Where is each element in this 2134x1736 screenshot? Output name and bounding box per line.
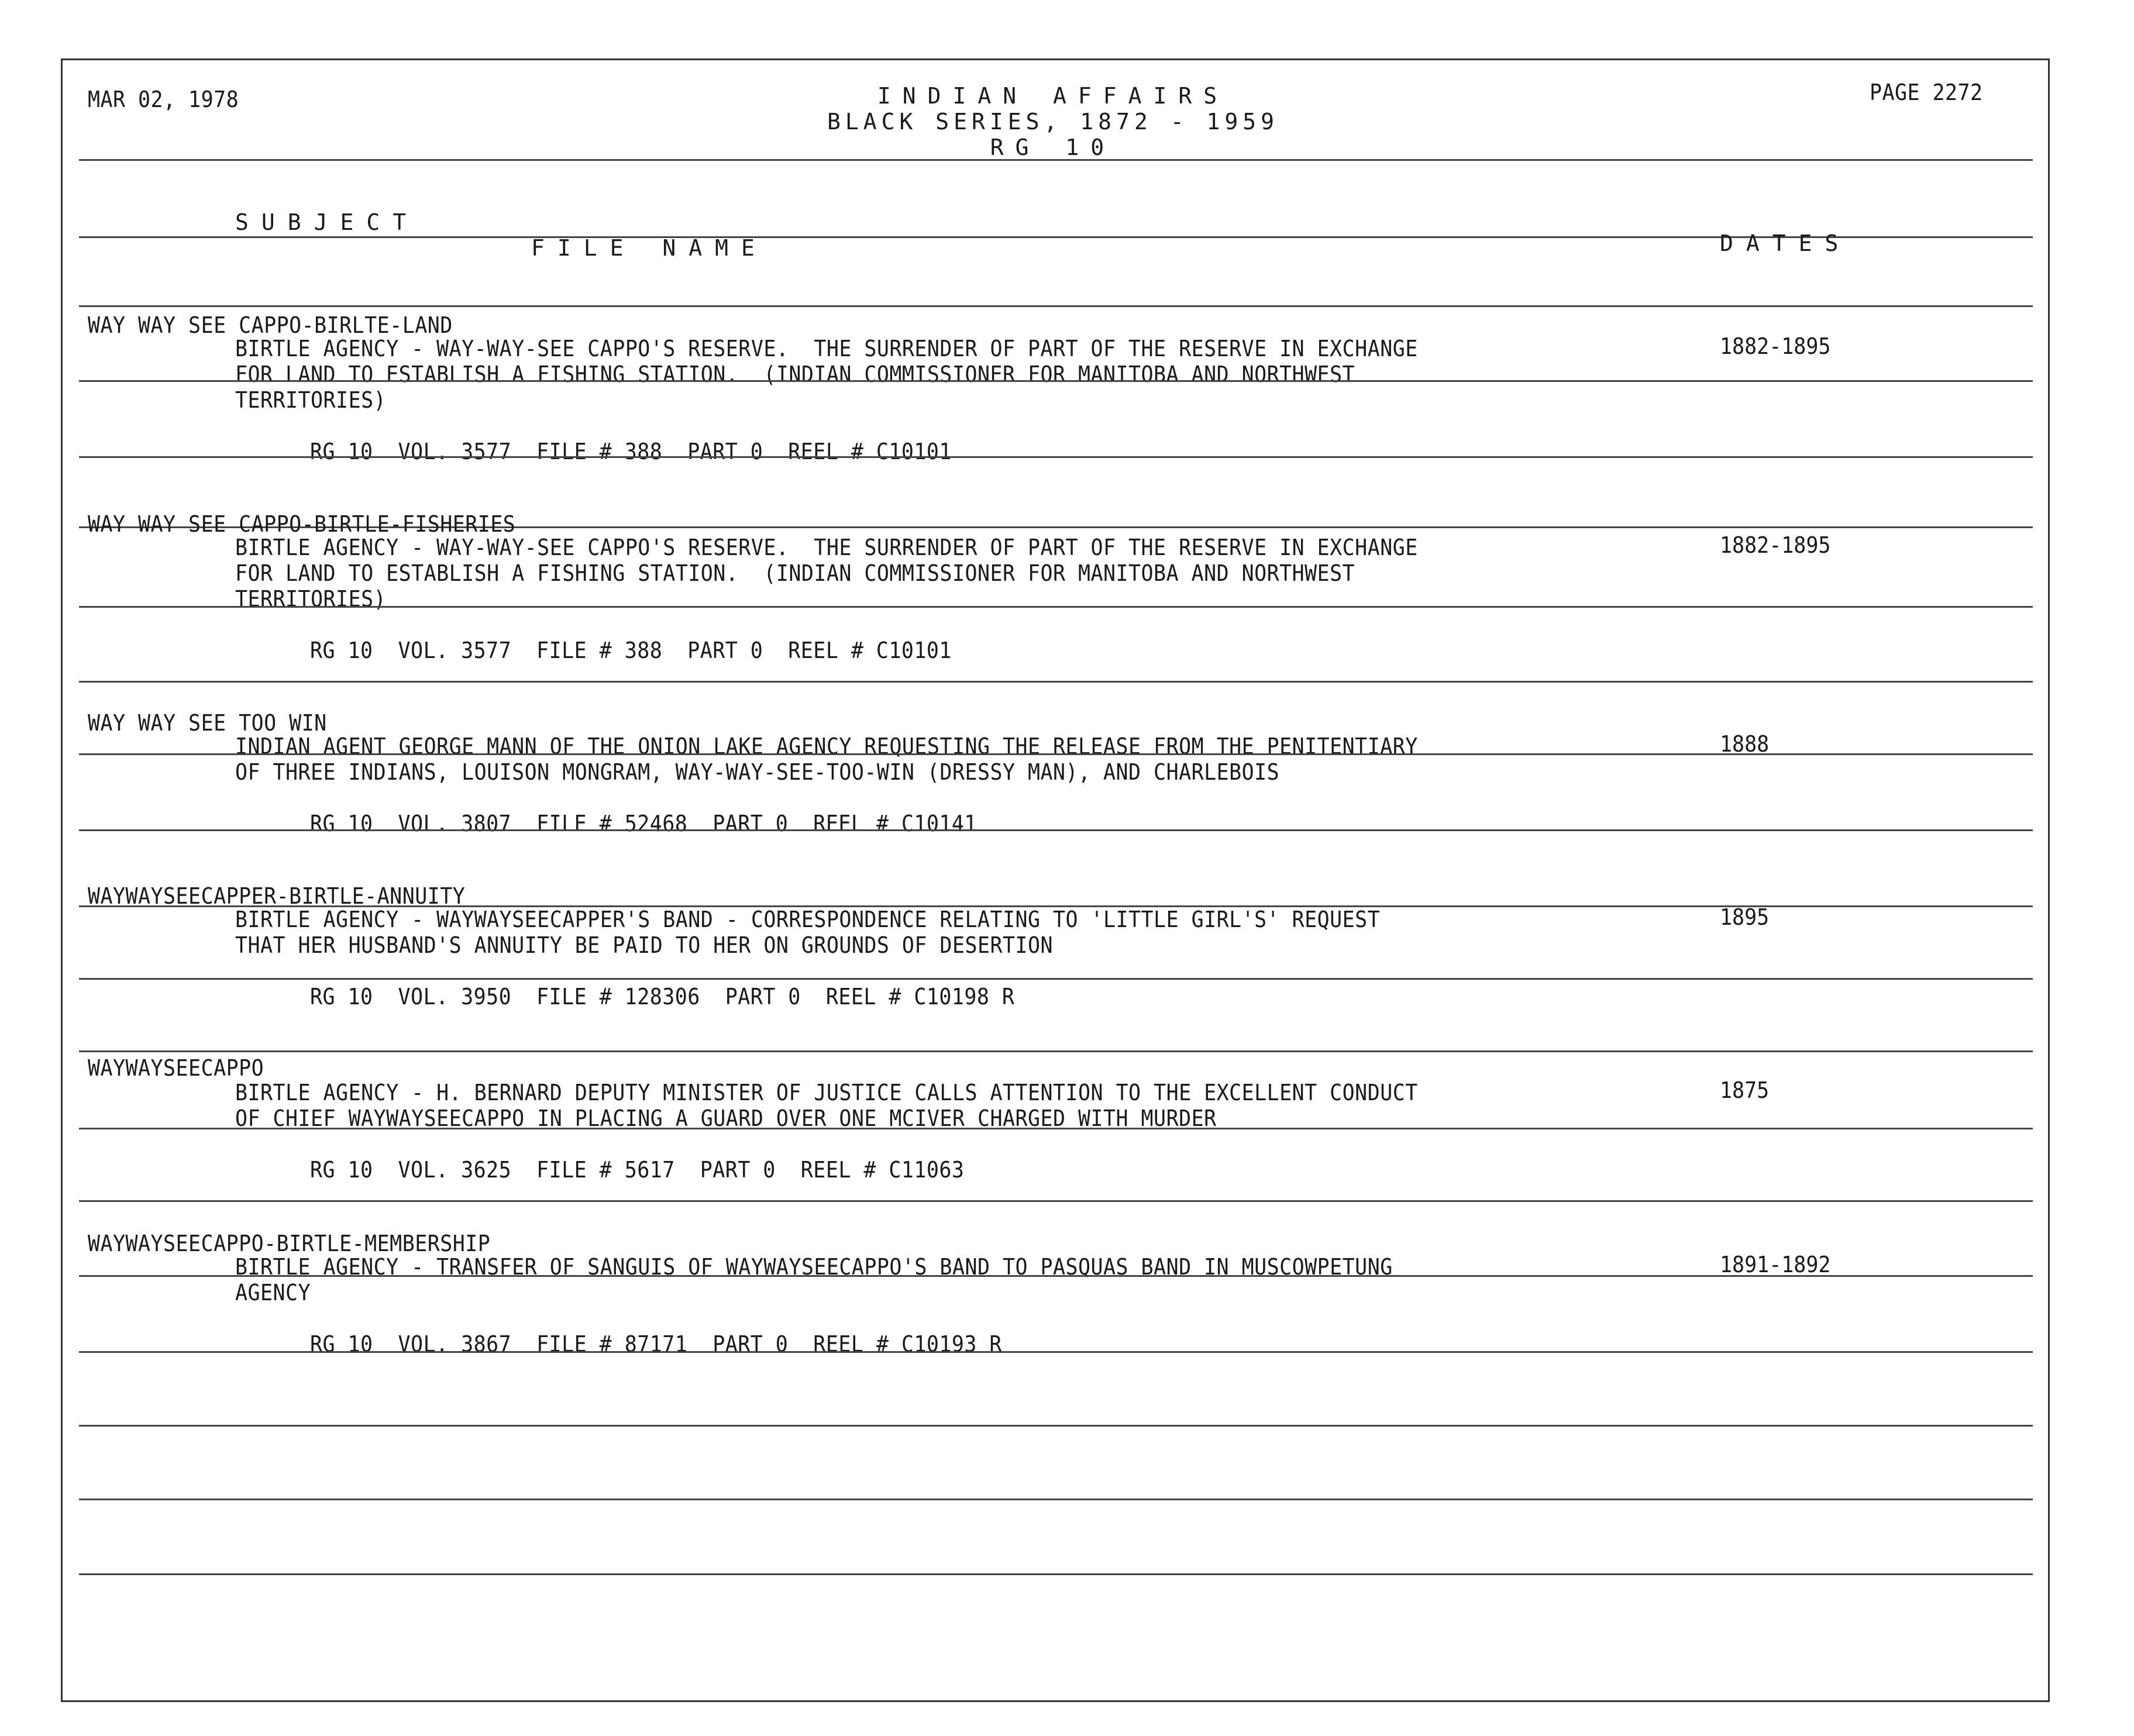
entry-description-line: AGENCY (235, 1280, 311, 1306)
entry-dates: 1882-1895 (1720, 532, 1831, 558)
entry-description-line: BIRTLE AGENCY - WAY-WAY-SEE CAPPO'S RESERVE. THE SURRENDER OF PART OF THE RESERVE IN EXCHANGE (235, 336, 1418, 361)
row-rule (79, 1200, 2033, 1202)
entry-description-line: TERRITORIES) (235, 387, 387, 413)
column-dates: DATES (1720, 230, 1851, 256)
row-rule (79, 1425, 2033, 1427)
entry-description-line: BIRTLE AGENCY - WAYWAYSEECAPPER'S BAND - CORRESPONDENCE RELATING TO 'LITTLE GIRL'S' REQUEST (235, 907, 1381, 932)
entry-description-line: BIRTLE AGENCY - H. BERNARD DEPUTY MINISTER OF JUSTICE CALLS ATTENTION TO THE EXCELLENT CONDUCT (235, 1080, 1418, 1105)
row-rule (79, 978, 2033, 980)
entry-subject: WAYWAYSEECAPPER-BIRTLE-ANNUITY (88, 883, 466, 909)
row-rule (79, 1499, 2033, 1500)
row-rule (79, 1275, 2033, 1277)
row-rule (79, 456, 2033, 458)
entry-subject: WAYWAYSEECAPPO-BIRTLE-MEMBERSHIP (88, 1231, 491, 1256)
entry-description-line: THAT HER HUSBAND'S ANNUITY BE PAID TO HER ON GROUNDS OF DESERTION (235, 932, 1054, 958)
row-rule (79, 905, 2033, 907)
entry-description-line: FOR LAND TO ESTABLISH A FISHING STATION. (INDIAN COMMISSIONER FOR MANITOBA AND NORTHWEST (235, 361, 1355, 387)
entry-description-line: BIRTLE AGENCY - WAY-WAY-SEE CAPPO'S RESERVE. THE SURRENDER OF PART OF THE RESERVE IN EXCHANGE (235, 535, 1418, 560)
row-rule (79, 1573, 2033, 1575)
row-rule (79, 606, 2033, 608)
entry-reference: RG 10 VOL. 3950 FILE # 128306 PART 0 REEL # C10198 R (310, 984, 1015, 1010)
row-rule (79, 1128, 2033, 1129)
entry-dates: 1875 (1720, 1077, 1770, 1103)
entry-reference: RG 10 VOL. 3577 FILE # 388 PART 0 REEL # C10101 (310, 439, 952, 464)
entry-description-line: OF THREE INDIANS, LOUISON MONGRAM, WAY-WAY-SEE-TOO-WIN (DRESSY MAN), AND CHARLEBOIS (235, 759, 1280, 785)
column-rule-2 (79, 305, 2033, 307)
entry-reference: RG 10 VOL. 3867 FILE # 87171 PART 0 REEL # C10193 R (310, 1331, 1002, 1357)
entry-dates: 1895 (1720, 904, 1770, 930)
row-rule (79, 681, 2033, 683)
entry-reference: RG 10 VOL. 3807 FILE # 52468 PART 0 REEL # C10141 (310, 811, 977, 836)
column-file-name: FILE NAME (531, 235, 767, 261)
report-title: INDIAN AFFAIRS (877, 83, 1229, 109)
entry-description-line: OF CHIEF WAYWAYSEECAPPO IN PLACING A GUARD OVER ONE MCIVER CHARGED WITH MURDER (235, 1105, 1217, 1131)
row-rule (79, 1351, 2033, 1353)
column-subject: SUBJECT (235, 209, 419, 235)
entry-dates: 1891-1892 (1720, 1252, 1831, 1277)
entry-subject: WAY WAY SEE CAPPO-BIRTLE-FISHERIES (88, 511, 516, 537)
record-group: RG 10 (990, 135, 1116, 160)
entry-subject: WAY WAY SEE CAPPO-BIRLTE-LAND (88, 312, 453, 338)
entry-reference: RG 10 VOL. 3625 FILE # 5617 PART 0 REEL # C11063 (310, 1157, 965, 1183)
entry-description-line: INDIAN AGENT GEORGE MANN OF THE ONION LAKE AGENCY REQUESTING THE RELEASE FROM THE PENITENTIARY (235, 733, 1418, 759)
page-number: PAGE 2272 (1870, 80, 1983, 105)
entry-description-line: BIRTLE AGENCY - TRANSFER OF SANGUIS OF WAYWAYSEECAPPO'S BAND TO PASQUAS BAND IN MUSCOWPETUNG (235, 1254, 1393, 1280)
entry-description-line: FOR LAND TO ESTABLISH A FISHING STATION. (INDIAN COMMISSIONER FOR MANITOBA AND NORTHWEST (235, 560, 1355, 586)
entry-description-line: TERRITORIES) (235, 586, 387, 612)
row-rule (79, 1050, 2033, 1052)
entry-dates: 1882-1895 (1720, 333, 1831, 359)
row-rule (79, 829, 2033, 831)
row-rule (79, 753, 2033, 755)
entry-subject: WAY WAY SEE TOO WIN (88, 710, 327, 736)
report-date: MAR 02, 1978 (88, 87, 239, 112)
entry-dates: 1888 (1720, 731, 1770, 757)
entry-reference: RG 10 VOL. 3577 FILE # 388 PART 0 REEL # C10101 (310, 638, 952, 663)
row-rule (79, 380, 2033, 382)
entry-subject: WAYWAYSEECAPPO (88, 1055, 264, 1081)
header-rule (79, 159, 2033, 161)
report-subtitle: BLACK SERIES, 1872 - 1959 (827, 109, 1279, 135)
